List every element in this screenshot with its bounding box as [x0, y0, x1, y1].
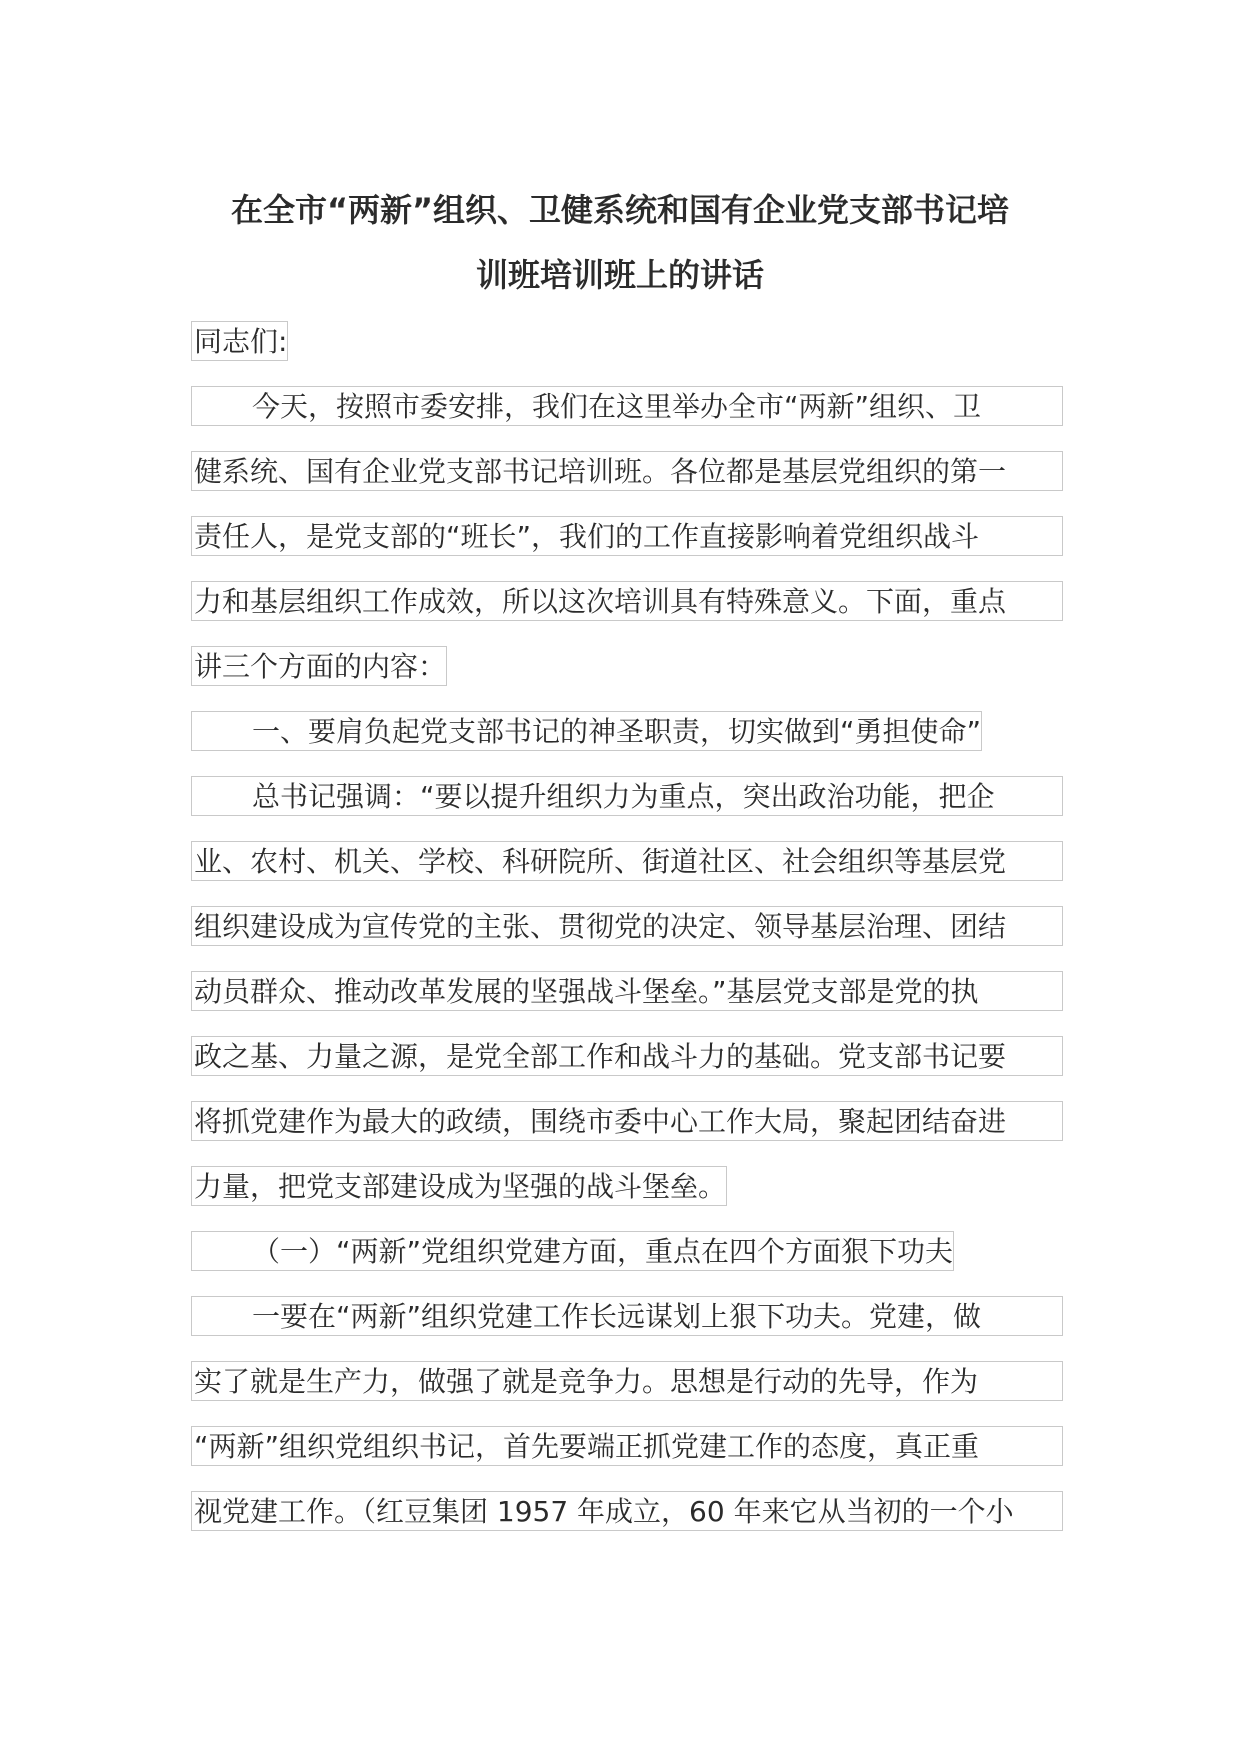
text-line: 实了就是生产力，做强了就是竞争力。思想是行动的先导，作为 [191, 1361, 1063, 1401]
text-line: 业、农村、机关、学校、科研院所、街道社区、社会组织等基层党 [191, 841, 1063, 881]
text-line: 今天，按照市委安排，我们在这里举办全市“两新”组织、卫 [191, 386, 1063, 426]
text-line: 健系统、国有企业党支部书记培训班。各位都是基层党组织的第一 [191, 451, 1063, 491]
text-line: 组织建设成为宣传党的主张、贯彻党的决定、领导基层治理、团结 [191, 906, 1063, 946]
text-line: 讲三个方面的内容： [191, 646, 447, 686]
text-line: 动员群众、推动改革发展的坚强战斗堡垒。”基层党支部是党的执 [191, 971, 1063, 1011]
salutation: 同志们: [191, 321, 288, 361]
text-line: “两新”组织党组织书记，首先要端正抓党建工作的态度，真正重 [191, 1426, 1063, 1466]
document-title-line-1: 在全市“两新”组织、卫健系统和国有企业党支部书记培 [230, 191, 1010, 229]
text-line: 力和基层组织工作成效，所以这次培训具有特殊意义。下面，重点 [191, 581, 1063, 621]
text-line: 责任人，是党支部的“班长”，我们的工作直接影响着党组织战斗 [191, 516, 1063, 556]
subsection-heading: （一）“两新”党组织党建方面，重点在四个方面狠下功夫 [191, 1231, 954, 1271]
text-line: 视党建工作。（红豆集团 1957 年成立，60 年来它从当初的一个小 [191, 1491, 1063, 1531]
text-line: 一要在“两新”组织党建工作长远谋划上狠下功夫。党建，做 [191, 1296, 1063, 1336]
section-heading: 一、要肩负起党支部书记的神圣职责，切实做到“勇担使命” [191, 711, 982, 751]
document-title-line-2: 训班培训班上的讲话 [475, 256, 764, 294]
text-line: 力量，把党支部建设成为坚强的战斗堡垒。 [191, 1166, 727, 1206]
text-line: 政之基、力量之源，是党全部工作和战斗力的基础。党支部书记要 [191, 1036, 1063, 1076]
text-line: 将抓党建作为最大的政绩，围绕市委中心工作大局，聚起团结奋进 [191, 1101, 1063, 1141]
text-line: 总书记强调：“要以提升组织力为重点，突出政治功能，把企 [191, 776, 1063, 816]
